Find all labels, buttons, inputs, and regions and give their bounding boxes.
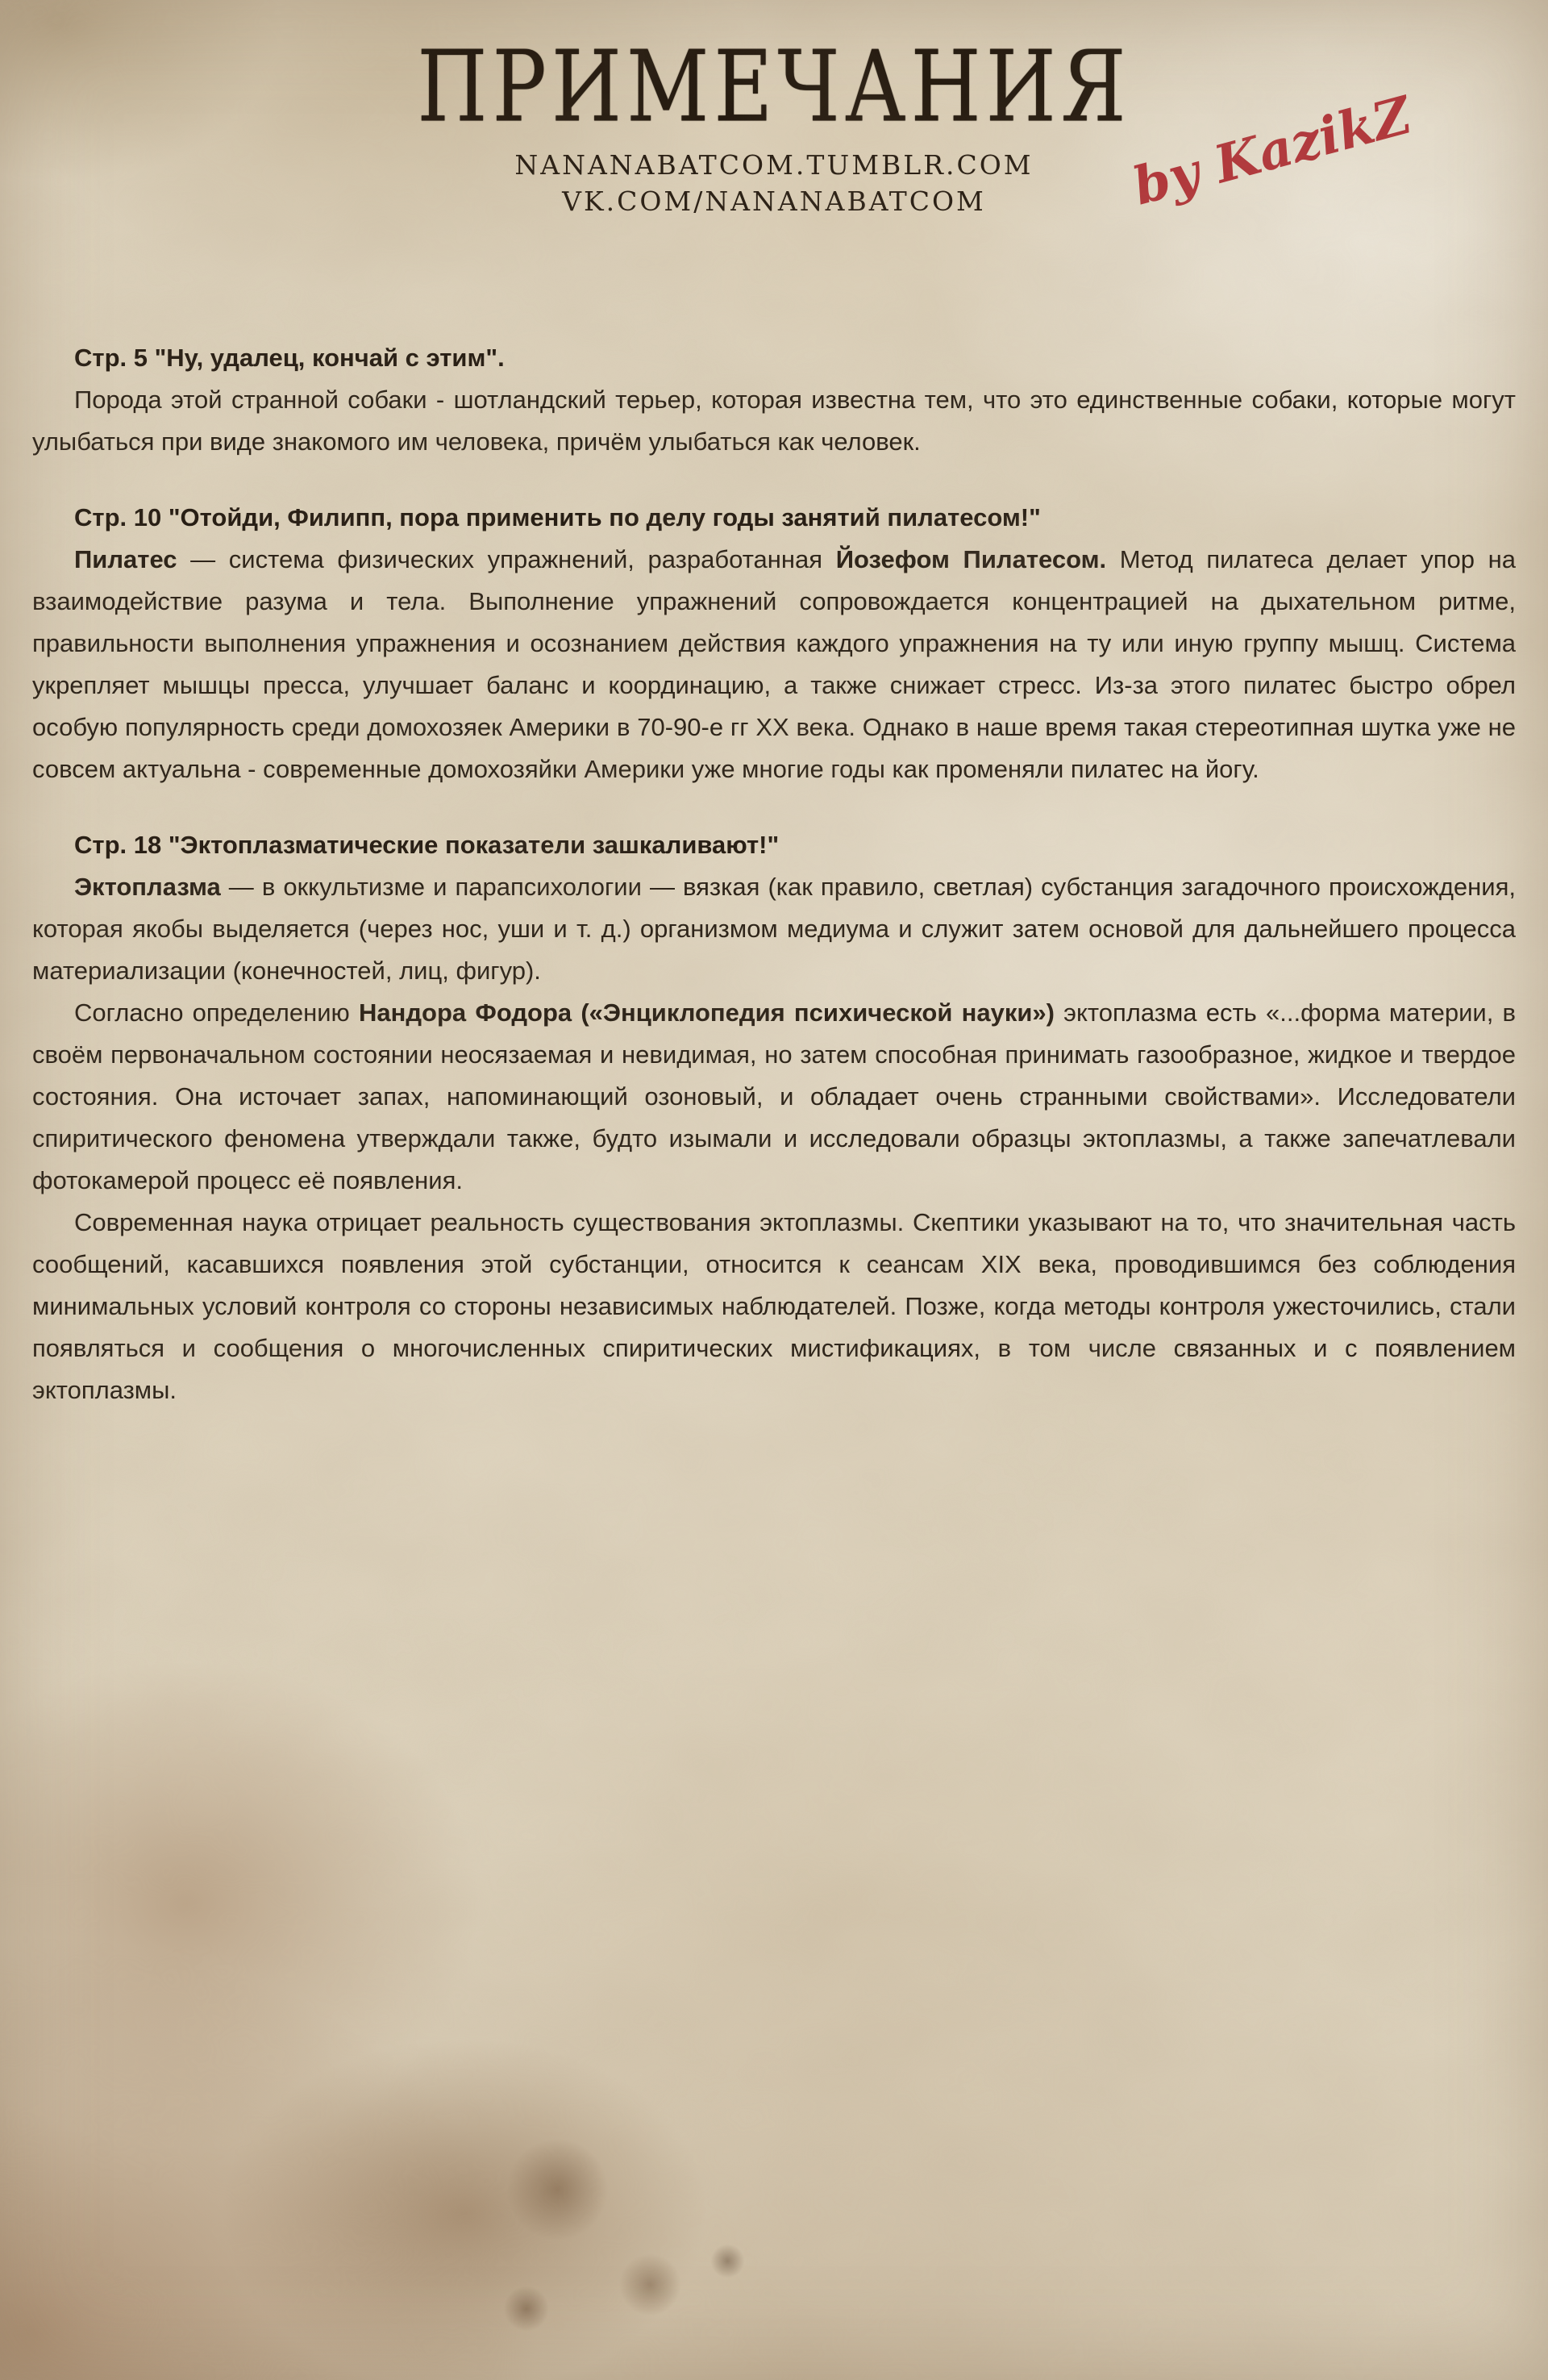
- body-text: Согласно определению: [74, 998, 360, 1027]
- notes-list: [32, 337, 1516, 1411]
- note-heading: Стр. 5 "Ну, удалец, кончай с этим".: [74, 344, 505, 372]
- tumblr-link-text: NANANABATCOM.TUMBLR.COM: [514, 149, 1034, 181]
- body-text: Метод пилатеса делает упор на взаимодействие разума и тела. Выполнение упражнений сопровождается концентрацией на дыхательном ритме, правильности выполнения упражнения и осознанием действия каждого упражнения на ту или иную группу мышц. Система укрепляет мышцы пресса, улучшает баланс и координацию, а также снижает стресс. Из-за этого пилатес быстро обрел особую популярность среди домохозяек Америки в 70-90-е гг ХХ века. Однако в наше время такая стереотипная шутка уже не совсем актуальна - современные домохозяйки Америки уже многие годы как променяли пилатес на йогу.: [32, 545, 1516, 783]
- note-section: [32, 497, 1516, 790]
- body-text: эктоплазма есть «...форма материи, в своём первоначальном состоянии неосязаемая и невидимая, но затем способная принимать газообразное, жидкое и твердое состояния. Она источает запах, напоминающий озоновый, и обладает очень странными свойствами». Исследователи спиритического феномена утверждали также, будто изымали и исследовали образцы эктоплазмы, а также запечатлевали фотокамерой процесс её появления.: [32, 998, 1517, 1194]
- page-header: [0, 0, 1548, 219]
- note-section: [32, 824, 1516, 1411]
- bold-term: Нандора Фодора («Энциклопедия психической науки»): [359, 998, 1055, 1027]
- note-paragraph: [32, 1202, 1516, 1411]
- author-signature: by KazikZ: [1126, 85, 1418, 218]
- body-text: — система физических упражнений, разработанная: [177, 545, 836, 573]
- note-heading: Стр. 10 "Отойди, Филипп, пора применить по делу годы занятий пилатесом!": [74, 503, 1041, 531]
- page-title: ПРИМЕЧАНИЯ: [417, 28, 1131, 144]
- body-text: — в оккультизме и парапсихологии — вязкая (как правило, светлая) субстанция загадочного происхождения, которая якобы выделяется (через нос, уши и т. д.) организмом медиума и служит затем основой для дальнейшего процесса материализации (конечностей, лиц, фигур).: [32, 873, 1516, 985]
- note-paragraph: [32, 992, 1516, 1202]
- bold-term: Эктоплазма: [74, 873, 221, 901]
- bold-term: Йозефом Пилатесом.: [835, 545, 1107, 573]
- note-paragraph: [32, 379, 1516, 463]
- bold-term: Пилатес: [74, 545, 177, 573]
- body-text: Порода этой странной собаки - шотландский терьер, которая известна тем, что это единственные собаки, которые могут улыбаться при виде знакомого им человека, причём улыбаться как человек.: [32, 386, 1516, 456]
- vk-link-text: VK.COM/NANANABATCOM: [562, 185, 986, 217]
- note-section: [32, 337, 1516, 463]
- note-paragraph: [32, 539, 1516, 790]
- note-paragraph: [32, 866, 1516, 992]
- body-text: Современная наука отрицает реальность существования эктоплазмы. Скептики указывают на то, что значительная часть сообщений, касавшихся появления этой субстанции, относится к сеансам XIX века, проводившимся без соблюдения минимальных условий контроля со стороны независимых наблюдателей. Позже, когда методы контроля ужесточились, стали появляться и сообщения о многочисленных спиритических мистификациях, в том числе связанных и с появлением эктоплазмы.: [32, 1208, 1516, 1404]
- note-heading: Стр. 18 "Эктоплазматические показатели зашкаливают!": [74, 831, 780, 859]
